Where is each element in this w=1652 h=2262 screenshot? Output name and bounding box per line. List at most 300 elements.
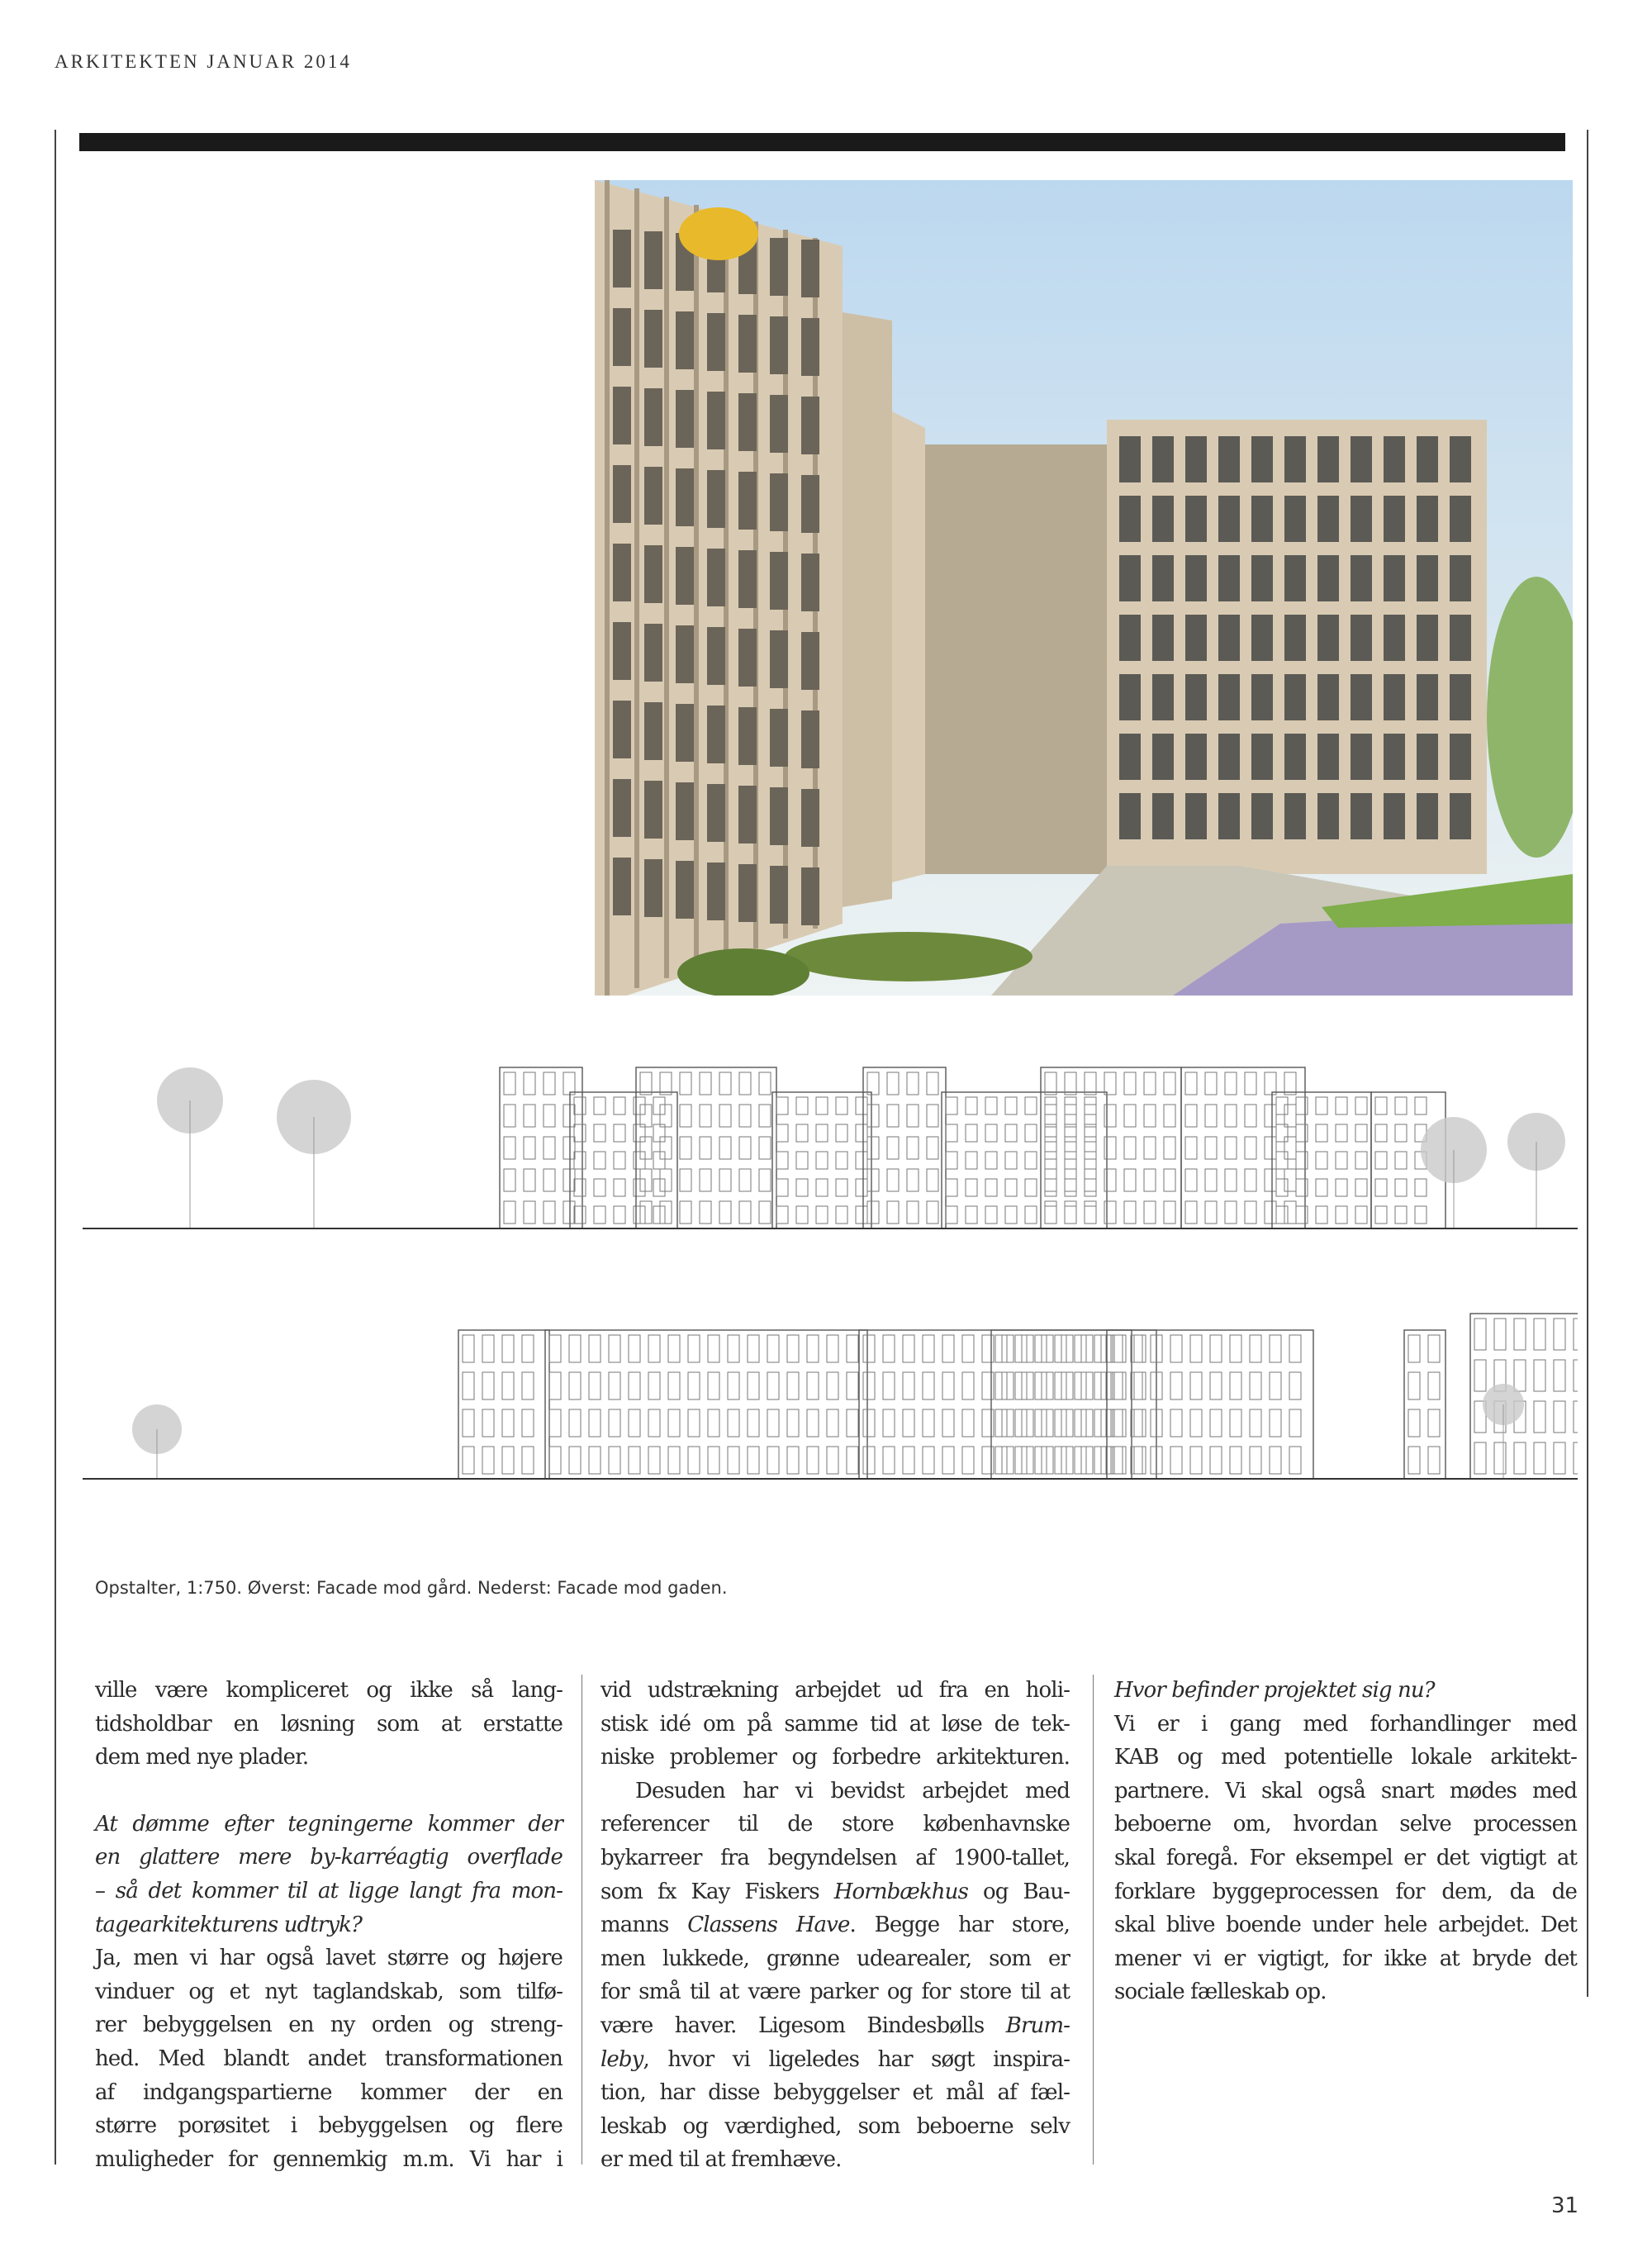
elevation-window xyxy=(1514,1319,1526,1350)
elevation-window xyxy=(700,1072,711,1095)
elevation-window xyxy=(1415,1206,1427,1224)
text-line xyxy=(601,1808,1070,1841)
window xyxy=(644,624,662,682)
window xyxy=(1317,615,1339,661)
elevation-window xyxy=(748,1447,759,1474)
window xyxy=(1251,496,1273,542)
elevation-window xyxy=(787,1409,799,1437)
elevation-window xyxy=(982,1335,994,1362)
elevation-window xyxy=(1375,1124,1387,1142)
elevation-window xyxy=(1245,1201,1256,1224)
elevation-window xyxy=(1164,1201,1175,1224)
elevation-window xyxy=(522,1335,534,1362)
elevation-window xyxy=(1270,1409,1281,1437)
elevation-window xyxy=(1055,1372,1066,1399)
window xyxy=(1317,555,1339,601)
window xyxy=(1284,793,1306,839)
elevation-window xyxy=(1085,1152,1096,1169)
elevation-window xyxy=(1395,1124,1407,1142)
elevation-window xyxy=(796,1152,808,1169)
text: manns xyxy=(601,1913,688,1938)
elevation-window xyxy=(927,1201,938,1224)
elevation-window xyxy=(524,1137,535,1159)
elevation-window xyxy=(700,1105,711,1127)
window xyxy=(1450,793,1471,839)
window xyxy=(1351,734,1372,780)
elevation-window xyxy=(1075,1447,1086,1474)
text: stisk idé om på samme tid at løse de tek- xyxy=(601,1711,1070,1737)
elevation-window xyxy=(946,1124,957,1142)
window xyxy=(1119,555,1141,601)
elevation-window xyxy=(1065,1072,1076,1095)
window xyxy=(1384,496,1405,542)
elevation-window xyxy=(867,1105,879,1127)
elevation-window xyxy=(1035,1335,1047,1362)
elevation-window xyxy=(1042,1372,1053,1399)
elevation-window xyxy=(1164,1105,1175,1127)
text-line xyxy=(601,1775,1070,1808)
elevation-window xyxy=(1164,1169,1175,1191)
elevation-window xyxy=(796,1206,808,1224)
elevation-window xyxy=(609,1447,620,1474)
window xyxy=(707,627,725,685)
elevation-window xyxy=(759,1137,771,1159)
elevation-window xyxy=(942,1447,954,1474)
elevation-window xyxy=(1336,1152,1347,1169)
elevation-window xyxy=(1185,1105,1197,1127)
elevation-window xyxy=(1085,1072,1096,1095)
elevation-window xyxy=(1574,1442,1578,1474)
elevation-window xyxy=(719,1072,731,1095)
elevation-window xyxy=(648,1447,660,1474)
elevation-window xyxy=(776,1097,788,1114)
elevation-window xyxy=(1428,1447,1440,1474)
building-facade-mid xyxy=(843,312,892,907)
elevation-window xyxy=(660,1169,672,1191)
elevation-window xyxy=(942,1409,954,1437)
elevation-window xyxy=(1061,1409,1073,1437)
window xyxy=(770,866,788,924)
elevation-window xyxy=(700,1201,711,1224)
elevation-window xyxy=(1061,1335,1073,1362)
elevation-window xyxy=(903,1335,914,1362)
window xyxy=(1185,674,1207,720)
elevation-window xyxy=(522,1409,534,1437)
window xyxy=(644,388,662,446)
elevation-window xyxy=(1554,1319,1565,1350)
elevation-window xyxy=(1061,1447,1073,1474)
text-line xyxy=(95,1708,563,1742)
elevation-window xyxy=(1395,1097,1407,1114)
elevation-window xyxy=(1035,1372,1047,1399)
elevation-window xyxy=(549,1447,561,1474)
elevation-window xyxy=(1104,1105,1116,1127)
text: Ja, men vi har også lavet større og højere xyxy=(95,1946,563,1971)
window xyxy=(676,390,694,448)
elevation-window xyxy=(946,1206,957,1224)
street-facade-elevation xyxy=(83,1289,1578,1491)
elevation-window xyxy=(504,1105,515,1127)
elevation-window xyxy=(867,1169,879,1191)
text: Vi er i gang med forhandlinger med xyxy=(1114,1711,1577,1737)
elevation-window xyxy=(1316,1152,1327,1169)
elevation-window xyxy=(1270,1335,1281,1362)
text: rer bebyggelsen en ny orden og streng- xyxy=(95,2013,563,2038)
elevation-window xyxy=(1081,1409,1093,1437)
window xyxy=(1185,496,1207,542)
window xyxy=(707,392,725,449)
right-rule xyxy=(1587,130,1588,1997)
elevation-window xyxy=(1514,1442,1526,1474)
elevation-window xyxy=(1336,1179,1347,1196)
window xyxy=(801,475,819,533)
elevation-window xyxy=(1025,1152,1037,1169)
elevation-window xyxy=(985,1124,997,1142)
elevation-window xyxy=(1574,1360,1578,1391)
text-line xyxy=(1114,1775,1577,1808)
window xyxy=(1218,615,1240,661)
text-line xyxy=(95,1808,563,1841)
elevation-window xyxy=(1085,1169,1096,1191)
elevation-window xyxy=(1415,1097,1427,1114)
elevation-window xyxy=(1005,1152,1017,1169)
elevation-window xyxy=(1276,1152,1288,1169)
elevation-window xyxy=(463,1447,474,1474)
elevation-window xyxy=(1045,1105,1056,1127)
elevation-window xyxy=(688,1335,700,1362)
elevation-window xyxy=(748,1372,759,1399)
elevation-window xyxy=(680,1169,691,1191)
text-line xyxy=(601,1942,1070,1976)
elevation-window xyxy=(1005,1206,1017,1224)
text-line xyxy=(95,1741,563,1775)
text-line xyxy=(1114,1741,1577,1775)
text-line xyxy=(601,2110,1070,2144)
window xyxy=(770,395,788,453)
window xyxy=(1152,436,1174,482)
window xyxy=(1185,555,1207,601)
window xyxy=(707,863,725,920)
window xyxy=(707,313,725,371)
elevation-window xyxy=(1045,1169,1056,1191)
elevation-window xyxy=(569,1372,581,1399)
elevation-window xyxy=(942,1372,954,1399)
elevation-window xyxy=(648,1409,660,1437)
elevation-window xyxy=(1065,1152,1076,1169)
window xyxy=(1218,734,1240,780)
elevation-window xyxy=(883,1447,895,1474)
elevation-window xyxy=(1296,1097,1308,1114)
elevation-window xyxy=(1534,1401,1545,1433)
elevation-window xyxy=(1025,1179,1037,1196)
elevation-window xyxy=(719,1201,731,1224)
elevation-window xyxy=(1022,1409,1033,1437)
elevation-window xyxy=(609,1409,620,1437)
window xyxy=(801,318,819,376)
facade-block xyxy=(772,1092,871,1228)
elevation-window xyxy=(827,1335,838,1362)
elevation-window xyxy=(629,1409,640,1437)
elevation-window xyxy=(1190,1372,1202,1399)
text-line xyxy=(601,1708,1070,1742)
elevation-window xyxy=(594,1097,605,1114)
elevation-window xyxy=(1124,1137,1136,1159)
elevation-window xyxy=(614,1179,625,1196)
elevation-window xyxy=(653,1206,665,1224)
figure-caption: Opstalter, 1:750. Øverst: Facade mod gård. Nederst: Facade mod gaden. xyxy=(95,1578,728,1598)
elevation-window xyxy=(1190,1447,1202,1474)
window xyxy=(1119,436,1141,482)
text-line xyxy=(1114,1975,1577,2009)
elevation-window xyxy=(1375,1179,1387,1196)
elevation-window xyxy=(668,1447,680,1474)
elevation-window xyxy=(594,1152,605,1169)
elevation-window xyxy=(1205,1105,1217,1127)
elevation-window xyxy=(1085,1097,1096,1114)
text: vinduer og et nyt taglandskab, som tilfø- xyxy=(95,1979,563,2004)
elevation-window xyxy=(748,1335,759,1362)
elevation-window xyxy=(1042,1447,1053,1474)
elevation-window xyxy=(927,1072,938,1095)
text-line xyxy=(95,2076,563,2110)
elevation-window xyxy=(668,1335,680,1362)
elevation-window xyxy=(1210,1447,1222,1474)
window xyxy=(613,308,631,366)
elevation-window xyxy=(648,1372,660,1399)
running-head: ARKITEKTEN JANUAR 2014 xyxy=(55,51,352,72)
elevation-window xyxy=(796,1124,808,1142)
elevation-window xyxy=(982,1409,994,1437)
elevation-window xyxy=(614,1097,625,1114)
elevation-window xyxy=(1250,1447,1261,1474)
elevation-window xyxy=(1170,1409,1182,1437)
building-back xyxy=(925,444,1107,874)
elevation-window xyxy=(787,1447,799,1474)
window xyxy=(1185,734,1207,780)
italic-text: Brum- xyxy=(1005,2013,1070,2038)
elevation-window xyxy=(1225,1072,1237,1095)
elevation-window xyxy=(1408,1447,1420,1474)
italic-text: en glattere mere by-karréagtig overflade xyxy=(95,1845,563,1870)
elevation-window xyxy=(923,1409,934,1437)
elevation-window xyxy=(589,1447,601,1474)
text: som fx Kay Fiskers xyxy=(601,1879,834,1904)
window xyxy=(1384,615,1405,661)
elevation-window xyxy=(863,1335,875,1362)
elevation-window xyxy=(923,1335,934,1362)
elevation-window xyxy=(1065,1097,1076,1114)
elevation-window xyxy=(1131,1447,1142,1474)
elevation-window xyxy=(907,1137,919,1159)
facade-block xyxy=(1041,1067,1181,1228)
elevation-window xyxy=(563,1072,575,1095)
elevation-window xyxy=(668,1372,680,1399)
elevation-window xyxy=(1474,1360,1486,1391)
elevation-window xyxy=(1395,1179,1407,1196)
text-line xyxy=(601,2009,1070,2043)
window xyxy=(644,781,662,839)
elevation-window xyxy=(776,1206,788,1224)
elevation-window xyxy=(816,1152,828,1169)
elevation-window xyxy=(867,1072,879,1095)
window xyxy=(738,472,757,530)
building-render-image xyxy=(595,180,1573,996)
elevation-window xyxy=(668,1409,680,1437)
elevation-window xyxy=(708,1447,719,1474)
elevation-window xyxy=(836,1097,847,1114)
elevation-window xyxy=(574,1152,586,1169)
window xyxy=(770,316,788,374)
elevation-window xyxy=(942,1335,954,1362)
window xyxy=(1284,615,1306,661)
elevation-window xyxy=(504,1137,515,1159)
window xyxy=(676,704,694,762)
window xyxy=(1450,436,1471,482)
elevation-window xyxy=(609,1335,620,1362)
elevation-window xyxy=(574,1206,586,1224)
elevation-window xyxy=(962,1372,974,1399)
elevation-window xyxy=(640,1201,652,1224)
elevation-window xyxy=(816,1124,828,1142)
elevation-window xyxy=(1375,1206,1387,1224)
elevation-window xyxy=(1124,1105,1136,1127)
elevation-window xyxy=(1131,1335,1142,1362)
elevation-window xyxy=(982,1372,994,1399)
elevation-window xyxy=(1408,1372,1420,1399)
elevation-window xyxy=(719,1105,731,1127)
elevation-window xyxy=(966,1097,977,1114)
elevation-window xyxy=(907,1105,919,1127)
elevation-window xyxy=(883,1409,895,1437)
window xyxy=(613,230,631,288)
elevation-window xyxy=(995,1372,1007,1399)
elevation-window xyxy=(1245,1072,1256,1095)
elevation-window xyxy=(863,1372,875,1399)
elevation-window xyxy=(856,1179,867,1196)
elevation-window xyxy=(574,1179,586,1196)
window xyxy=(1185,436,1207,482)
text-line xyxy=(601,2076,1070,2110)
elevation-window xyxy=(923,1372,934,1399)
elevation-window xyxy=(1005,1179,1017,1196)
text: mener vi er vigtigt, for ikke at bryde det xyxy=(1114,1946,1577,1971)
window xyxy=(1251,555,1273,601)
elevation-window xyxy=(1164,1137,1175,1159)
elevation-window xyxy=(1474,1442,1486,1474)
window xyxy=(644,702,662,760)
elevation-window xyxy=(1065,1169,1076,1191)
elevation-window xyxy=(1190,1335,1202,1362)
window xyxy=(1119,734,1141,780)
elevation-window xyxy=(1015,1447,1027,1474)
elevation-window xyxy=(907,1072,919,1095)
elevation-window xyxy=(569,1447,581,1474)
elevation-window xyxy=(1065,1206,1076,1224)
italic-text: – så det kommer til at ligge langt fra mon- xyxy=(95,1878,563,1903)
window xyxy=(1317,793,1339,839)
elevation-window xyxy=(847,1409,858,1437)
text-line xyxy=(95,1975,563,2009)
elevation-window xyxy=(680,1201,691,1224)
elevation-window xyxy=(648,1335,660,1362)
elevation-window xyxy=(1289,1447,1301,1474)
elevation-window xyxy=(1085,1206,1096,1224)
elevation-window xyxy=(1245,1137,1256,1159)
italic-text: At dømme efter tegningerne kommer der xyxy=(95,1811,563,1837)
window xyxy=(1351,674,1372,720)
elevation-window xyxy=(482,1447,494,1474)
text: dem med nye plader. xyxy=(95,1745,309,1770)
window xyxy=(644,545,662,603)
text: vid udstrækning arbejdet ud fra en holi- xyxy=(601,1678,1070,1703)
elevation-window xyxy=(887,1137,899,1159)
window xyxy=(1450,496,1471,542)
elevation-window xyxy=(549,1335,561,1362)
text: af indgangspartierne kommer der en xyxy=(95,2079,563,2105)
window xyxy=(1384,734,1405,780)
elevation-window xyxy=(807,1372,819,1399)
window xyxy=(1218,793,1240,839)
elevation-window xyxy=(1265,1137,1276,1159)
elevation-window xyxy=(863,1409,875,1437)
elevation-window xyxy=(759,1105,771,1127)
elevation-window xyxy=(1205,1137,1217,1159)
elevation-window xyxy=(1375,1152,1387,1169)
elevation-window xyxy=(680,1137,691,1159)
text: sociale fælleskab op. xyxy=(1114,1979,1327,2005)
window xyxy=(613,544,631,601)
elevation-window xyxy=(1022,1447,1033,1474)
left-rule xyxy=(55,130,56,2165)
elevation-window xyxy=(653,1179,665,1196)
window xyxy=(676,625,694,683)
elevation-window xyxy=(1144,1169,1156,1191)
elevation-window xyxy=(1075,1372,1086,1399)
elevation-window xyxy=(1289,1335,1301,1362)
elevation-window xyxy=(767,1409,779,1437)
elevation-window xyxy=(1225,1201,1237,1224)
elevation-window xyxy=(1065,1105,1076,1127)
elevation-window xyxy=(680,1072,691,1095)
elevation-window xyxy=(1144,1201,1156,1224)
elevation-window xyxy=(776,1179,788,1196)
elevation-window xyxy=(847,1447,858,1474)
elevation-window xyxy=(1081,1447,1093,1474)
elevation-window xyxy=(1035,1447,1047,1474)
elevation-window xyxy=(907,1169,919,1191)
elevation-window xyxy=(660,1105,672,1127)
elevation-window xyxy=(1065,1201,1076,1224)
text: partnere. Vi skal også snart mødes med xyxy=(1114,1778,1577,1803)
elevation-window xyxy=(522,1447,534,1474)
window xyxy=(1351,793,1372,839)
elevation-window xyxy=(719,1137,731,1159)
elevation-window xyxy=(563,1169,575,1191)
window xyxy=(1218,496,1240,542)
elevation-window xyxy=(1185,1169,1197,1191)
header-bar xyxy=(79,133,1565,151)
text-line xyxy=(601,1975,1070,2009)
elevation-window xyxy=(1190,1409,1202,1437)
elevation-window xyxy=(629,1447,640,1474)
elevation-window xyxy=(594,1206,605,1224)
window xyxy=(1218,436,1240,482)
elevation-window xyxy=(1104,1169,1116,1191)
elevation-window xyxy=(1134,1447,1146,1474)
elevation-window xyxy=(1124,1201,1136,1224)
elevation-window xyxy=(1276,1097,1288,1114)
text: KAB og med potentielle lokale arkitekt- xyxy=(1114,1745,1577,1770)
